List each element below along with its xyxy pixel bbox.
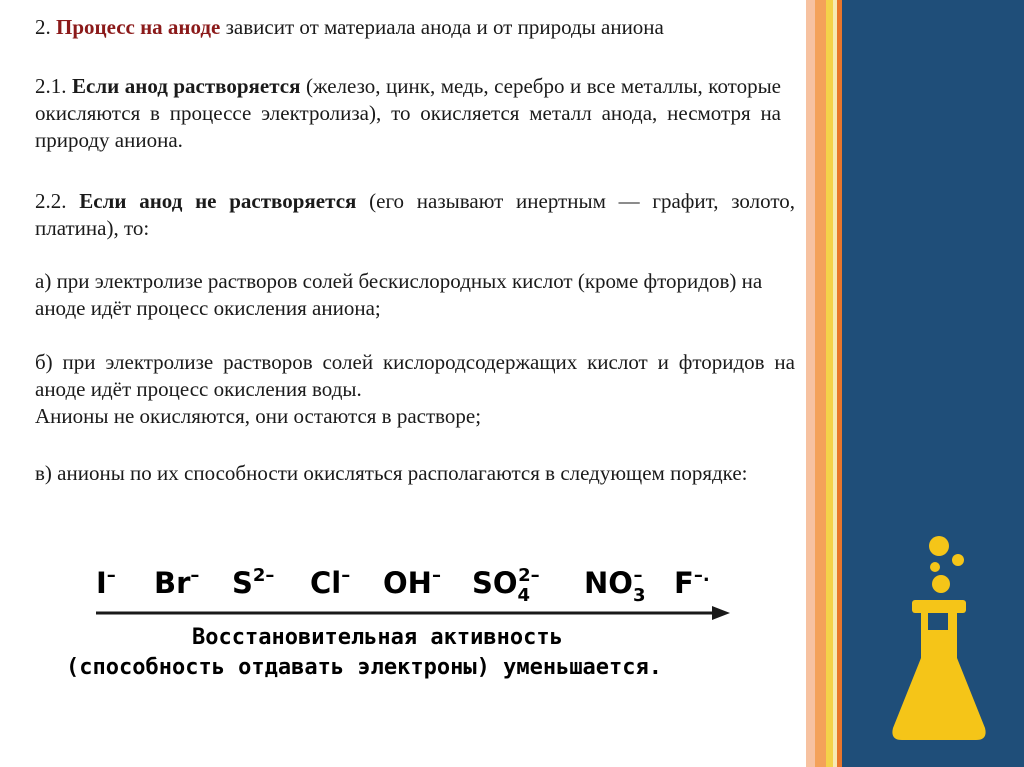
- heading-highlight: Процесс на аноде: [56, 15, 221, 39]
- heading-number: 2.: [35, 15, 51, 39]
- decor-stripe: [826, 0, 833, 767]
- paragraph-number: 2.1.: [35, 74, 67, 98]
- list-item-b: [35, 349, 795, 430]
- anion-f-formula: F–.: [674, 565, 710, 600]
- series-arrow-head: [712, 606, 730, 620]
- anion-cl-formula: Cl–: [310, 565, 351, 600]
- anion-series: [62, 550, 762, 690]
- paragraph-2-2: [35, 188, 795, 242]
- decor-stripe: [815, 0, 826, 767]
- ion-row: [96, 565, 710, 606]
- series-caption-line2: (способность отдавать электроны) уменьшается.: [66, 655, 663, 680]
- paragraph-2-1: [35, 73, 781, 154]
- heading: [35, 14, 795, 41]
- list-item-v: в) анионы по их способности окисляться располагаются в следующем порядке:: [35, 461, 748, 485]
- anion-s-formula: $S^{2-}$: [232, 565, 275, 600]
- heading-rest: зависит от материала анода и от природы аниона: [225, 15, 664, 39]
- anion-br-formula: Br–: [154, 565, 200, 600]
- side-panel: [842, 0, 1024, 767]
- list-item-b-note: Анионы не окисляются, они остаются в растворе;: [35, 404, 482, 428]
- anion-series-figure: [62, 550, 762, 690]
- series-caption-line1: Восстановительная активность: [192, 625, 563, 650]
- paragraph-text: (его называют инертным — графит, золото, платина), то:: [35, 189, 795, 240]
- paragraph-number: 2.2.: [35, 189, 67, 213]
- paragraph-bold: Если анод не растворяется: [79, 189, 357, 213]
- anion-oh-formula: OH–: [383, 565, 441, 600]
- anion-no-formula: $NO_3-$: [584, 565, 646, 606]
- paragraph-bold: Если анод растворяется: [72, 74, 301, 98]
- anion-i-formula: I–: [96, 565, 116, 600]
- list-item-b-text: б) при электролизе растворов солей кислородсодержащих кислот и фторидов на аноде идёт процесс окисления воды.: [35, 350, 795, 401]
- flask-icon: [842, 0, 1024, 767]
- anion-so-formula: $SO_42-$: [472, 565, 540, 606]
- paragraph-text: (железо, цинк, медь, серебро и все металлы, которые окисляются в процессе электролиза), то окисляется металл анода, несмотря на природу аниона.: [35, 74, 782, 152]
- list-item-a: а) при электролизе растворов солей бескислородных кислот (кроме фторидов) на аноде идёт процесс окисления аниона;: [35, 269, 763, 320]
- decor-stripe: [806, 0, 815, 767]
